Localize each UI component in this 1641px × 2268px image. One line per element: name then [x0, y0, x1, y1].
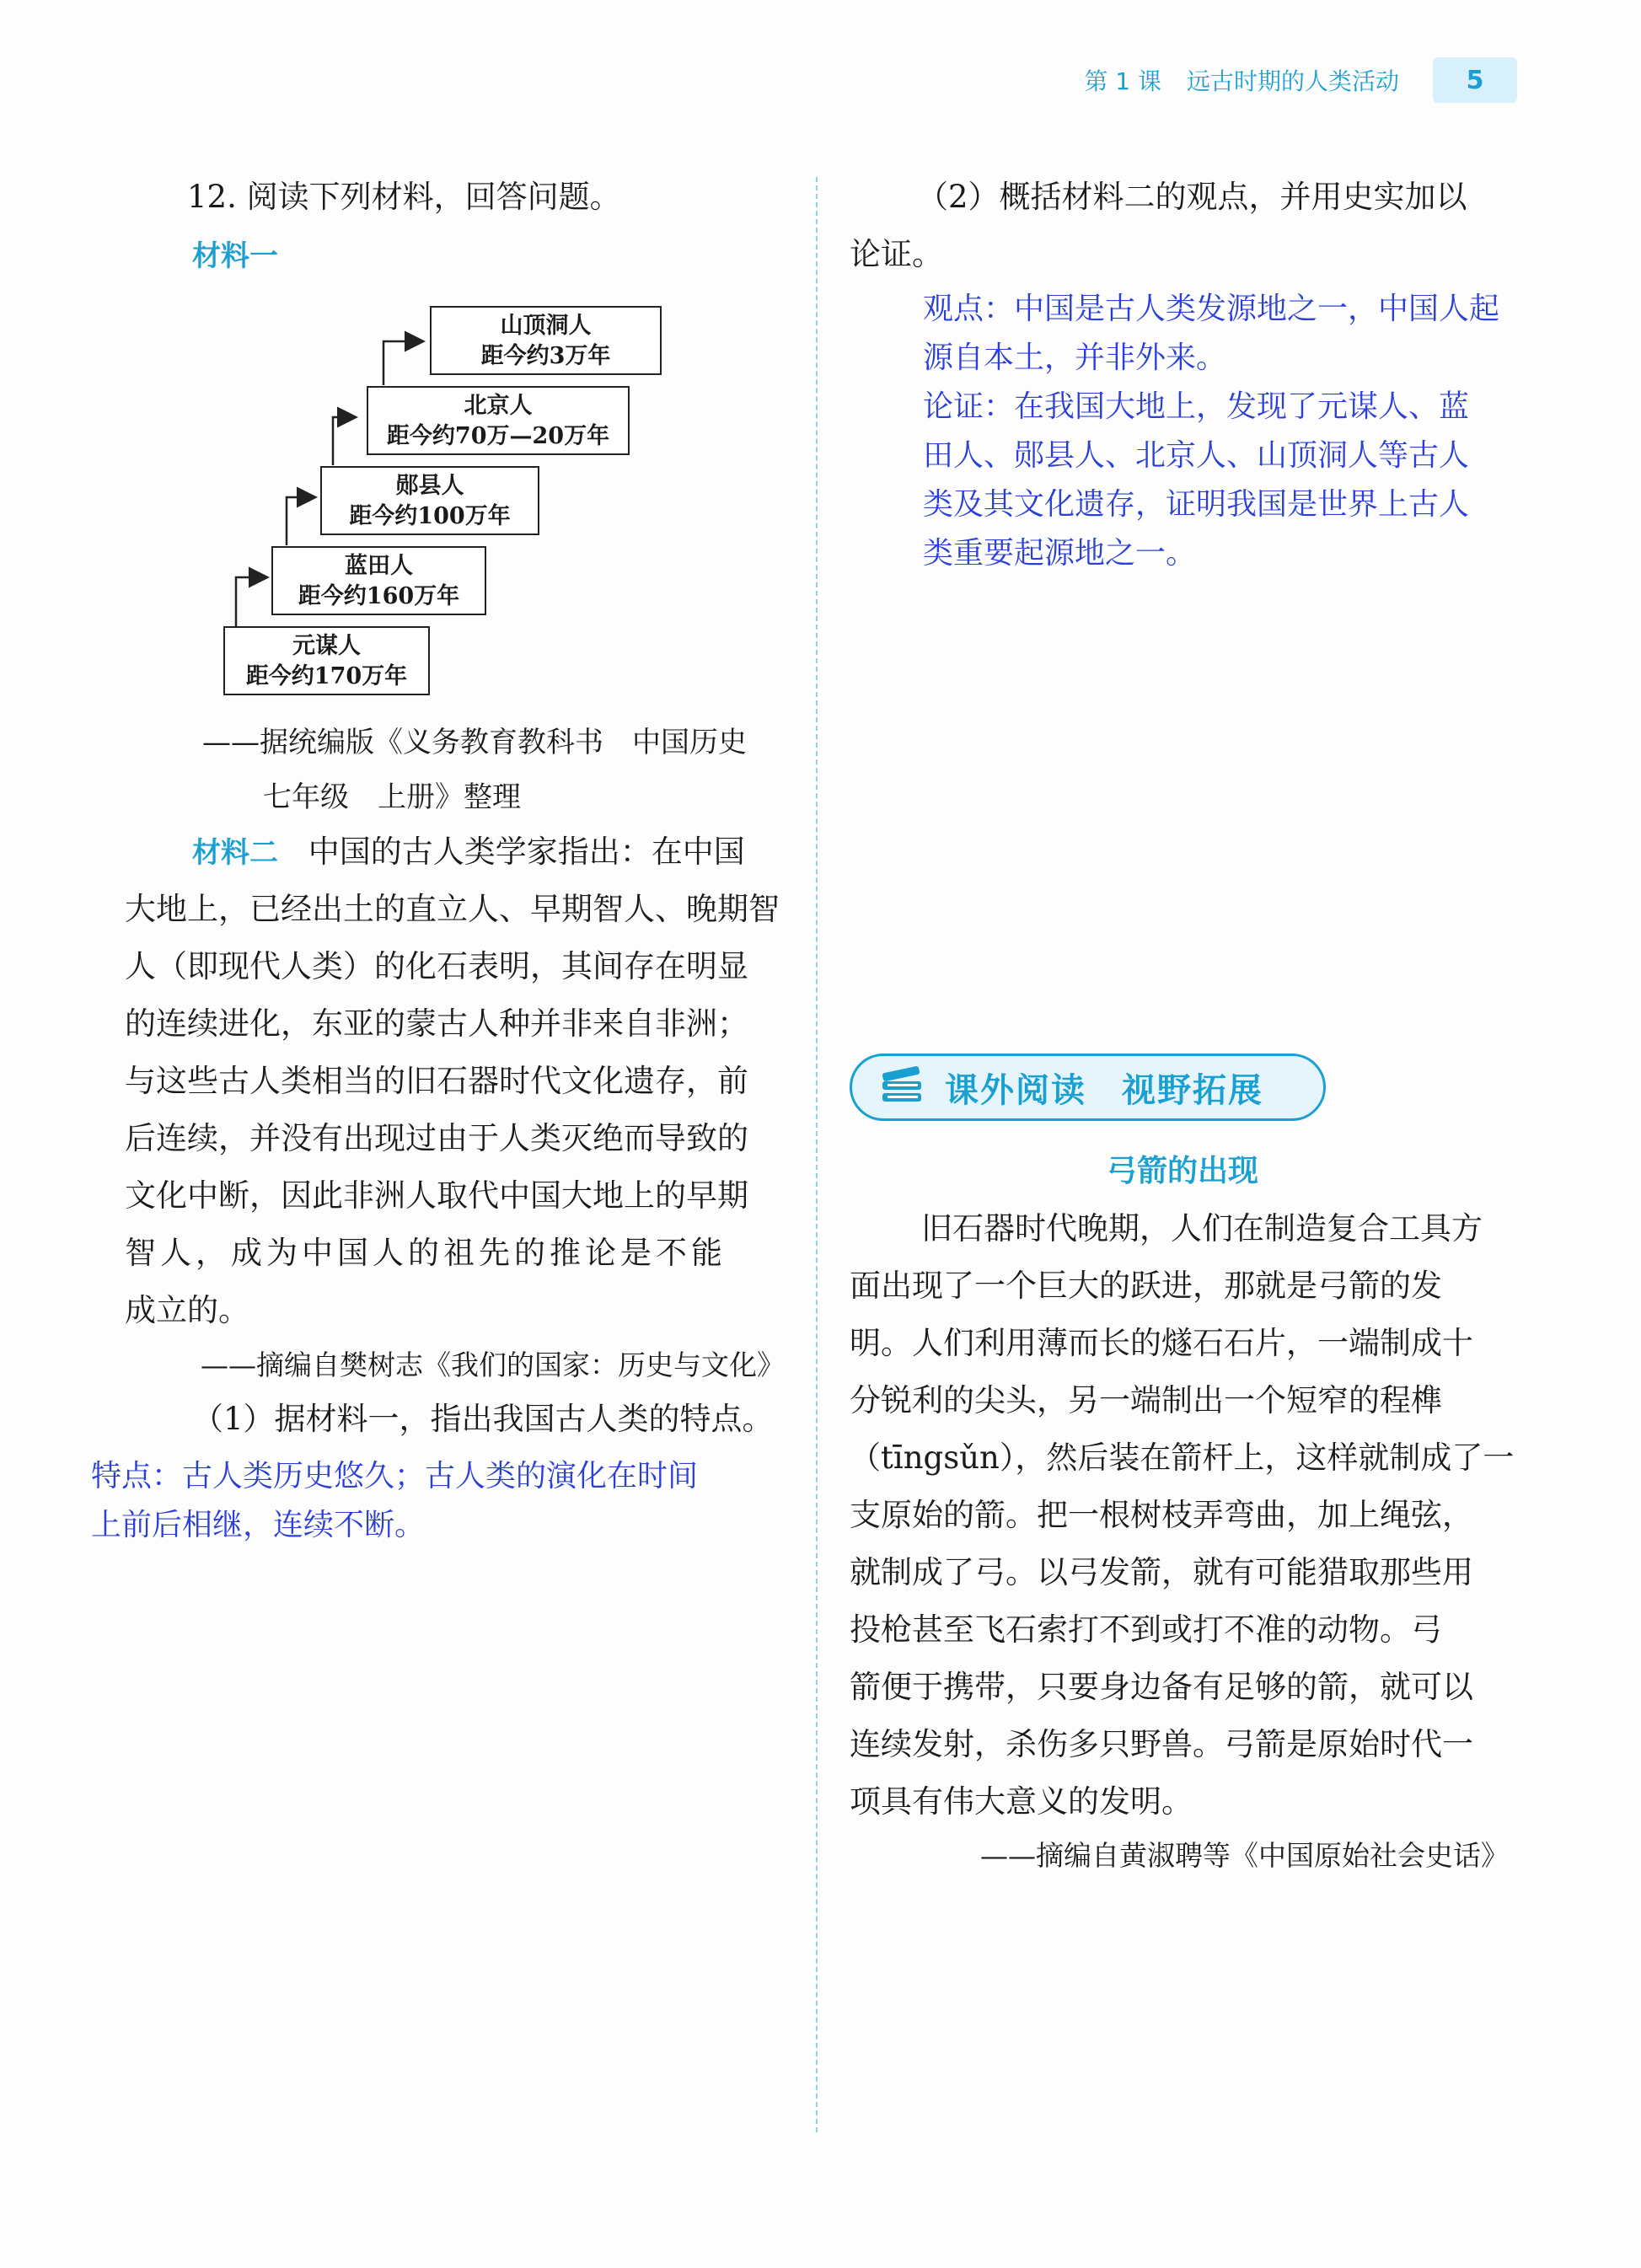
stage-box-shandingdong: [430, 306, 662, 375]
material2-text-line: 的连续进化，东亚的蒙古人种并非来自非洲；: [125, 1005, 748, 1042]
stage-date: 距今约70万—20万年: [386, 423, 610, 449]
answer-2-line: 田人、郧县人、北京人、山顶洞人等古人: [923, 438, 1470, 473]
stage-name: 郧县人: [395, 473, 464, 499]
material2-text-line: 后连续，并没有出现过由于人类灭绝而导致的: [125, 1120, 748, 1156]
answer-2-line: 类及其文化遗存，证明我国是世界上古人: [923, 487, 1470, 522]
material2-text-line: 成立的。: [125, 1292, 249, 1328]
article-line: 明。人们利用薄而长的燧石石片，一端制成十: [850, 1325, 1473, 1361]
article-line: 旧石器时代晚期，人们在制造复合工具方: [921, 1210, 1483, 1247]
article-line: 面出现了一个巨大的跃进，那就是弓箭的发: [850, 1268, 1442, 1304]
question-2-line1: （2）概括材料二的观点，并用史实加以: [917, 179, 1467, 215]
banner-label: 课外阅读 视野拓展: [945, 1070, 1263, 1110]
lesson-number: 第 1 课: [1084, 67, 1161, 95]
article-source: ——摘编自黄淑聘等《中国原始社会史话》: [980, 1839, 1509, 1872]
stage-name: 山顶洞人: [500, 313, 592, 339]
source1-line1: ——据统编版《义务教育教科书 中国历史: [202, 726, 747, 759]
material2-text-line: 文化中断，因此非洲人取代中国大地上的早期: [125, 1177, 748, 1214]
stage-box-yunxian: [320, 466, 539, 535]
answer-2-line: 论证：在我国大地上，发现了元谋人、蓝: [923, 389, 1470, 424]
material2-text-line: 智人，成为中国人的祖先的推论是不能: [125, 1235, 727, 1271]
answer-2-line: 观点：中国是古人类发源地之一，中国人起: [923, 292, 1500, 326]
answer-1-line1: 特点：古人类历史悠久；古人类的演化在时间: [91, 1459, 699, 1493]
material2-text-line: 中国的古人类学家指出：在中国: [308, 834, 745, 870]
article-line: 箭便于携带，只要身边备有足够的箭，就可以: [850, 1669, 1473, 1705]
lesson-topic: 远古时期的人类活动: [1186, 67, 1399, 95]
stage-date: 距今约100万年: [349, 503, 511, 529]
answer-2-line: 类重要起源地之一。: [923, 536, 1197, 571]
stage-name: 北京人: [464, 393, 533, 419]
material2-text-line: 与这些古人类相当的旧石器时代文化遗存，前: [125, 1063, 748, 1099]
page-header: [1045, 57, 1517, 103]
answer-2-line: 源自本土，并非外来。: [923, 340, 1227, 375]
stage-box-lantian: [271, 546, 486, 615]
material1-label: 材料一: [192, 239, 278, 273]
article-line: 项具有伟大意义的发明。: [850, 1783, 1193, 1820]
stage-date: 距今约3万年: [480, 343, 611, 369]
material2-text-line: 大地上，已经出土的直立人、早期智人、晚期智: [125, 891, 780, 927]
material2-text-line: 人（即现代人类）的化石表明，其间存在明显: [125, 948, 748, 984]
stage-box-yuanmou: [223, 626, 430, 695]
source2: ——摘编自樊树志《我们的国家：历史与文化》: [201, 1348, 785, 1381]
source1-line2: 七年级 上册》整理: [263, 780, 521, 814]
question-2-line2: 论证。: [850, 236, 943, 272]
stage-date: 距今约170万年: [245, 663, 408, 689]
stage-box-beijing: [367, 386, 630, 455]
answer-1-line2: 上前后相继，连续不断。: [91, 1508, 426, 1542]
article-line: 就制成了弓。以弓发箭，就有可能猎取那些用: [850, 1554, 1473, 1590]
book-stack-icon: [879, 1064, 926, 1110]
article-line: 投枪甚至飞石索打不到或打不准的动物。弓: [850, 1611, 1442, 1648]
material2-first-line: [192, 823, 782, 882]
article-line: （tīngsǔn），然后装在箭杆上，这样就制成了一: [850, 1440, 1515, 1476]
question-1: （1）据材料一，指出我国古人类的特点。: [192, 1401, 774, 1437]
stage-name: 蓝田人: [345, 553, 413, 579]
human-evolution-diagram: [211, 303, 700, 700]
arrow-icon: [333, 417, 354, 465]
article-line: 连续发射，杀伤多只野兽。弓箭是原始时代一: [850, 1726, 1473, 1762]
stage-name: 元谋人: [292, 633, 361, 659]
section-banner: [850, 1054, 1326, 1121]
arrow-icon: [287, 497, 314, 545]
question-title: 12. 阅读下列材料，回答问题。: [187, 179, 621, 215]
article-line: 分锐利的尖头，另一端制出一个短窄的程榫: [850, 1382, 1442, 1418]
article-title: 弓箭的出现: [1106, 1154, 1258, 1188]
stage-date: 距今约160万年: [298, 583, 460, 609]
article-line: 支原始的箭。把一根树枝弄弯曲，加上绳弦，: [850, 1497, 1473, 1533]
arrow-icon: [383, 341, 421, 385]
page-number: 5: [1433, 57, 1517, 103]
arrow-icon: [236, 577, 265, 626]
material2-label: 材料二: [192, 836, 278, 870]
column-divider: [816, 177, 818, 2132]
